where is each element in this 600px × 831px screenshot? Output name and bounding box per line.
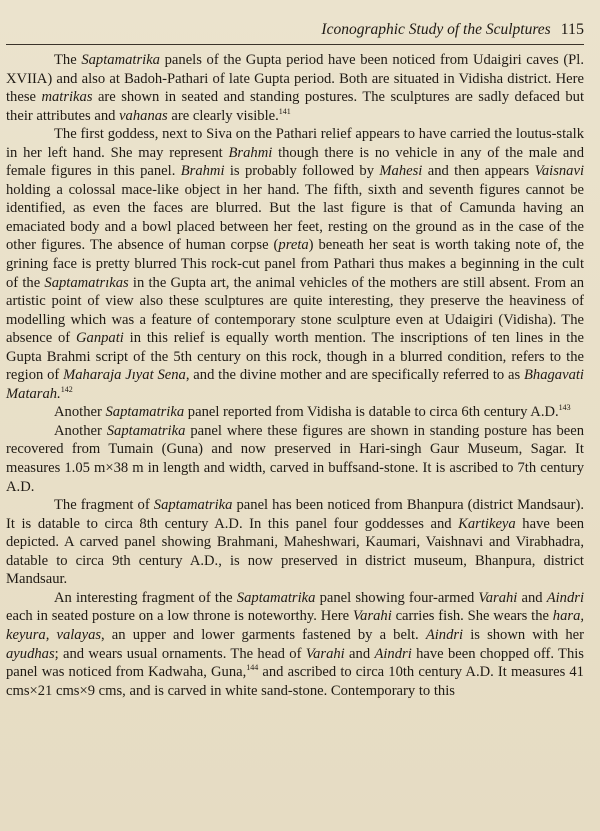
text-run: is shown with her xyxy=(463,626,584,643)
italic-term: Saptamatrika xyxy=(153,497,233,514)
italic-term: Vaisnavi xyxy=(534,163,585,180)
text-run: The xyxy=(54,52,82,68)
text-run: panels of the Gupta period have been noticed from Udaigiri caves (Pl. XVIIA) and also at Badoh-Pathari of late Gupta period. Both are situated in Vidisha district. Here these xyxy=(6,52,584,106)
text-run: have been chopped off. This panel was noticed from Kadwaha, Guna, xyxy=(6,645,584,681)
text-run: though there is no vehicle in any of the male and female figures in this panel. xyxy=(6,144,584,180)
text-run: Another xyxy=(54,422,107,439)
italic-term: Mahesi xyxy=(379,163,423,180)
footnote-ref: 141 xyxy=(278,106,291,116)
italic-term: Brahmi xyxy=(228,144,273,161)
text-run: , an upper and lower garments fastened by a belt. xyxy=(101,626,426,643)
paragraph xyxy=(6,51,584,125)
italic-term: Aindri xyxy=(546,589,584,606)
italic-term: Saptamatrika xyxy=(105,404,185,421)
text-run: Another xyxy=(54,404,106,421)
italic-term: Varahi xyxy=(305,645,345,662)
text-run: and ascribed to circa 10th century A.D. It measures 41 cms×21 cms×9 cms, and is carved in white sand-stone. Contemporary to this xyxy=(6,664,584,699)
page-number: 115 xyxy=(560,21,584,38)
body-text xyxy=(6,51,584,700)
italic-term: Aindri xyxy=(425,626,464,643)
text-run: are clearly visible. xyxy=(167,107,279,124)
text-run: An interesting fragment of the xyxy=(54,589,237,606)
paragraph xyxy=(6,496,584,589)
italic-term: vahanas xyxy=(119,107,168,124)
text-run: The first goddess, next to Siva on the Pathari relief appears to have carried the loutus-stalk in her left hand. She may represent xyxy=(6,126,584,161)
text-run: is probably followed by xyxy=(224,163,380,180)
italic-term: hara, keyura, valayas xyxy=(6,608,585,643)
paragraph xyxy=(6,403,584,422)
italic-term: Aindri xyxy=(374,645,412,662)
text-run: holding a colossal mace-like object in her hand. The fifth, sixth and seventh figures cannot be identified, as even the faces are blurred. But the last figure is that of Camunda having an emaciated body and a bowl placed between her feet, resting on the ground as in the case of the other figures. The absence of human corpse ( xyxy=(6,181,584,254)
italic-term: Brahmi xyxy=(180,163,225,180)
text-run: carries fish. She wears the xyxy=(391,608,553,625)
italic-term: Bhagavati Matarah. xyxy=(6,367,584,402)
text-run: each in seated posture on a low throne is noteworthy. Here xyxy=(6,608,353,625)
italic-term: Saptamatrika xyxy=(236,589,316,606)
italic-term: ayudhas xyxy=(6,645,55,662)
italic-term: Ganpati xyxy=(75,330,124,347)
text-run: and xyxy=(517,589,547,606)
text-run: in the Gupta art, the animal vehicles of the mothers are still absent. From an artistic point of view also these sculptures are quite interesting, they preserve the heaviness of modelling which was a feature of contemporary stone sculpture even at Udaigiri (Vidisha). The absence of xyxy=(6,274,584,347)
text-run: The fragment of xyxy=(54,497,154,514)
italic-term: matrikas xyxy=(41,89,93,106)
italic-term: Kartikeya xyxy=(458,515,516,532)
text-run: panel reported from Vidisha is datable to circa 6th century A.D. xyxy=(184,404,559,421)
footnote-ref: 142 xyxy=(60,384,73,394)
text-run: panel where these figures are shown in standing posture has been recovered from Tumain (Guna) and now preserved in Hari-singh Gaur Museum, Sagar. It measures 1.05 m×38 m in length and width, carved in buffsand-stone. It is ascribed to 7th century A.D. xyxy=(6,422,584,495)
italic-term: Saptamatrıkas xyxy=(44,274,129,291)
footnote-ref: 143 xyxy=(558,403,571,413)
text-run: in this relief is equally worth mention. The inscriptions of ten lines in the Gupta Brahmi script of the 5th century on this rock, though in a blurred condition, refers to the region of xyxy=(6,330,584,384)
text-run: and xyxy=(344,645,375,662)
text-run: , and the divine mother and are specifically referred to as xyxy=(185,367,524,384)
italic-term: Varahi xyxy=(352,608,392,625)
italic-term: Varahi xyxy=(478,589,518,606)
italic-term: preta xyxy=(278,237,309,254)
text-run: ; and wears usual ornaments. The head of xyxy=(54,645,306,662)
text-run: and then appears xyxy=(422,163,535,180)
running-header-title: Iconographic Study of the Sculptures xyxy=(321,21,551,38)
text-run: panel showing four-armed xyxy=(315,589,479,606)
footnote-ref: 144 xyxy=(246,663,259,673)
running-header xyxy=(6,18,584,42)
text-run: have been depicted. A carved panel showing Brahmani, Maheshwari, Kaumari, Vaishnavi and Virabhadra, datable to circa 9th century A.D., is now preserved in district museum, Bhanpura, district Mandsaur. xyxy=(6,515,584,588)
text-run: are shown in seated and standing postures. The sculptures are sadly defaced but their attributes and xyxy=(6,89,584,124)
italic-term: Saptamatrika xyxy=(106,422,186,439)
text-run: panel has been noticed from Bhanpura (district Mandsaur). It is datable to circa 8th century A.D. In this panel four goddesses and xyxy=(6,497,584,532)
paragraph xyxy=(6,125,584,403)
paragraph xyxy=(6,589,584,700)
paragraph xyxy=(6,422,584,496)
header-rule xyxy=(6,44,584,45)
italic-term: Saptamatrika xyxy=(81,52,160,68)
text-run: ) beneath her seat is worth taking note of, the grining face is pretty blurred This rock-cut panel from Pathari thus makes a beginning in the cult of the xyxy=(6,237,584,291)
italic-term: Maharaja Jıyat Sena xyxy=(63,367,186,384)
